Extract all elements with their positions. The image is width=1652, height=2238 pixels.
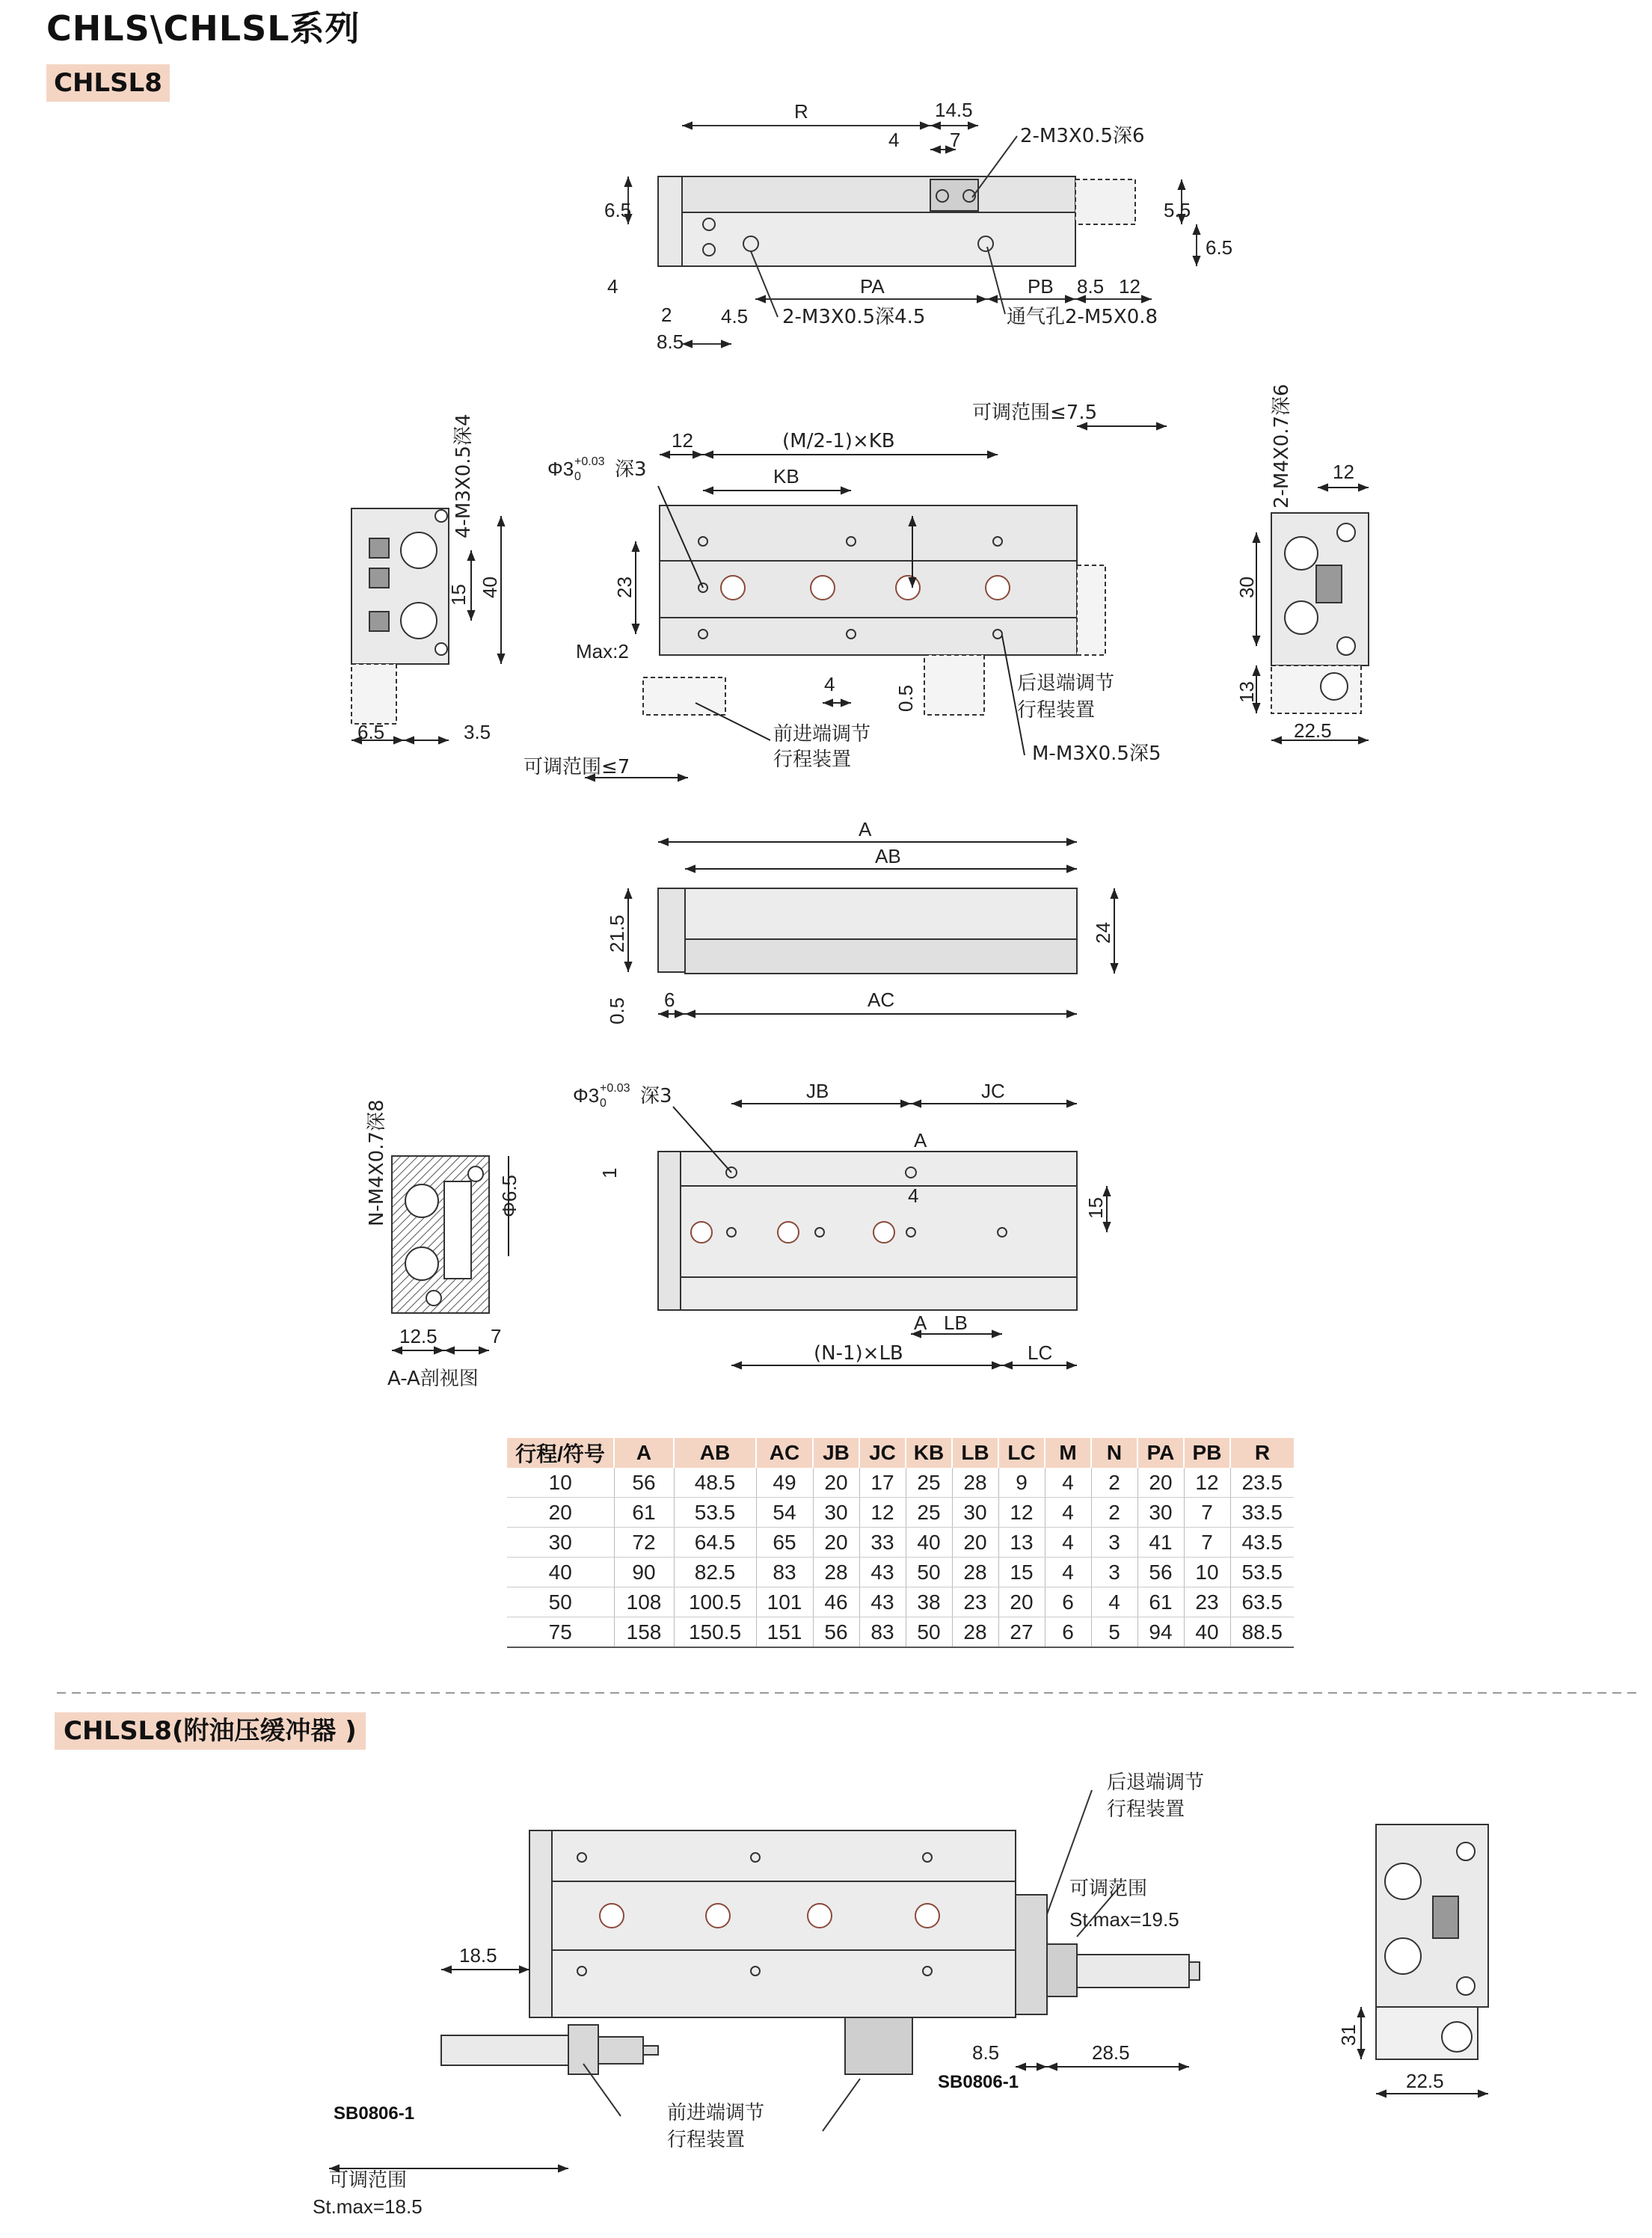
buffer-stmax-19-5: St.max=19.5 [1069,1908,1179,1931]
table-cell: 88.5 [1230,1617,1294,1648]
table-cell: 28 [952,1558,998,1587]
table-cell: 12 [1184,1468,1230,1498]
buffer-rear-adjust-2: 行程装置 [1107,1798,1185,1821]
buffer-rear-adjust-1: 后退端调节 [1107,1771,1205,1794]
table-cell: 158 [614,1617,674,1648]
section-mark-a-bottom: A [914,1312,927,1334]
dim-jb: JB [806,1080,829,1102]
rear-adjust-1: 后退端调节 [1017,672,1115,695]
table-cell: 20 [952,1528,998,1558]
table-header: LC [998,1438,1045,1468]
table-cell: 6 [1045,1587,1091,1617]
spec-table [507,1438,1294,1648]
table-header: AB [674,1438,756,1468]
dim-kb: KB [773,465,799,488]
buffer-right-end [1361,1824,1488,2094]
dim-7-section: 7 [491,1325,502,1347]
adjust-range-rear: 可调范围≤7.5 [972,402,1098,424]
table-cell: 7 [1184,1528,1230,1558]
table-header: N [1091,1438,1137,1468]
table-cell: 23 [1184,1587,1230,1617]
table-cell: 25 [906,1498,952,1528]
thread-label-section: N-M4X0.7深8 [366,1099,388,1226]
table-cell: 50 [507,1587,614,1617]
table-header: JC [859,1438,906,1468]
table-header: LB [952,1438,998,1468]
dim-4-left: 4 [607,275,618,298]
table-cell: 63.5 [1230,1587,1294,1617]
dim-4-bottom: 4 [908,1184,919,1207]
table-cell: 90 [614,1558,674,1587]
table-cell: 4 [1045,1528,1091,1558]
table-row [507,1468,1294,1498]
table-row [507,1558,1294,1587]
table-cell: 17 [859,1468,906,1498]
table-cell: 20 [507,1498,614,1528]
table-header: JB [813,1438,859,1468]
phi3-bottom: Φ3 [573,1084,600,1107]
phi3-label: Φ3 [547,458,574,480]
buffer-stmax-18-5: St.max=18.5 [313,2195,423,2218]
depth-3: 深3 [615,458,647,481]
table-cell: 53.5 [1230,1558,1294,1587]
table-cell: 4 [1045,1468,1091,1498]
dim-lc: LC [1028,1341,1053,1364]
dim-8-5-bottom: 8.5 [657,331,684,353]
thread-label-left-end: 4-M3X0.5深4 [452,414,475,538]
table-row [507,1587,1294,1617]
table-header: A [614,1438,674,1468]
table-header: AC [756,1438,813,1468]
m-thread-label: M-M3X0.5深5 [1032,743,1161,765]
dim-6-5-right: 6.5 [1206,236,1233,259]
dim-21-5: 21.5 [606,914,628,953]
page-title: CHLS\CHLSL系列 [46,8,360,49]
table-row [507,1617,1294,1648]
table-header: PA [1137,1438,1184,1468]
table-cell: 38 [906,1587,952,1617]
table-cell: 56 [1137,1558,1184,1587]
dim-28-5: 28.5 [1092,2041,1130,2064]
dim-15-bottom: 15 [1084,1197,1107,1219]
table-cell: 72 [614,1528,674,1558]
table-cell: 28 [813,1558,859,1587]
table-cell: 4 [1045,1558,1091,1587]
right-end-view [1256,488,1369,740]
table-cell: 48.5 [674,1468,756,1498]
table-cell: 56 [813,1617,859,1648]
dim-24: 24 [1092,922,1114,944]
spec-table-body [507,1468,1294,1647]
table-cell: 40 [906,1528,952,1558]
dim-7: 7 [950,129,961,151]
max-2: Max:2 [576,640,629,663]
bottom-view [658,1104,1107,1365]
tolerance-lower-bottom: 0 [600,1097,607,1110]
dim-14-5: 14.5 [935,99,973,121]
dim-18-5: 18.5 [459,1944,497,1967]
tolerance-lower: 0 [574,470,581,483]
adjust-range-front: 可调范围≤7 [523,756,630,778]
dim-4-5: 4.5 [721,305,749,328]
table-row [507,1528,1294,1558]
table-cell: 49 [756,1468,813,1498]
depth-3-bottom: 深3 [640,1085,672,1107]
dim-4: 4 [888,129,900,151]
table-cell: 4 [1045,1498,1091,1528]
table-cell: 2 [1091,1498,1137,1528]
dim-a: A [859,818,872,840]
table-cell: 40 [1184,1617,1230,1648]
table-cell: 6 [1045,1617,1091,1648]
plan-view [585,426,1167,778]
table-cell: 46 [813,1587,859,1617]
table-cell: 7 [1184,1498,1230,1528]
tolerance-upper: +0.03 [574,455,605,468]
thread-label-top: 2-M3X0.5深6 [1020,125,1145,147]
tolerance-upper-bottom: +0.03 [600,1082,630,1095]
table-cell: 64.5 [674,1528,756,1558]
buffer-model-right: SB0806-1 [938,2072,1019,2092]
table-cell: 43 [859,1558,906,1587]
table-header: M [1045,1438,1091,1468]
table-cell: 20 [813,1468,859,1498]
table-cell: 53.5 [674,1498,756,1528]
table-cell: 3 [1091,1558,1137,1587]
table-cell: 33 [859,1528,906,1558]
table-cell: 61 [1137,1587,1184,1617]
rear-adjust-2: 行程装置 [1017,699,1096,722]
buffer-adjust-range-rear: 可调范围 [1069,1878,1148,1900]
thread-label-right-end: 2-M4X0.7深6 [1271,384,1293,508]
dim-0-5-side: 0.5 [606,997,628,1024]
dim-ab: AB [875,845,901,867]
dim-31: 31 [1337,2024,1360,2046]
dim-23: 23 [613,577,636,598]
dim-jc: JC [981,1080,1005,1102]
table-cell: 43 [859,1587,906,1617]
dim-r: R [794,100,808,123]
dim-n-lb: (N-1)×LB [814,1342,903,1365]
table-cell: 50 [906,1558,952,1587]
dim-6-5-left-end: 6.5 [357,721,385,743]
table-cell: 75 [507,1617,614,1648]
table-cell: 9 [998,1468,1045,1498]
table-cell: 3 [1091,1528,1137,1558]
table-cell: 65 [756,1528,813,1558]
buffer-adjust-range-front: 可调范围 [329,2169,408,2192]
dim-1: 1 [598,1167,621,1178]
dim-12: 12 [1119,275,1140,298]
front-adjust-2: 行程装置 [773,748,852,771]
dim-40: 40 [479,577,501,598]
dim-12-5: 12.5 [399,1325,437,1347]
dim-2: 2 [661,304,672,326]
table-header: 行程/符号 [507,1438,614,1468]
dim-0-5: 0.5 [894,684,917,712]
table-cell: 2 [1091,1468,1137,1498]
table-cell: 10 [507,1468,614,1498]
dim-6: 6 [664,989,675,1011]
dim-30: 30 [1235,577,1258,598]
dim-8-5: 8.5 [1077,275,1105,298]
section-mark-a-top: A [914,1129,927,1152]
table-cell: 30 [813,1498,859,1528]
table-cell: 10 [1184,1558,1230,1587]
dim-pa: PA [860,275,885,298]
table-cell: 83 [756,1558,813,1587]
dim-6-5-left: 6.5 [604,199,632,221]
table-cell: 30 [507,1528,614,1558]
table-cell: 23 [952,1587,998,1617]
dim-4-plan: 4 [824,673,835,695]
dim-12-right: 12 [1333,461,1354,483]
table-cell: 61 [614,1498,674,1528]
table-cell: 50 [906,1617,952,1648]
table-cell: 82.5 [674,1558,756,1587]
table-cell: 20 [998,1587,1045,1617]
table-cell: 83 [859,1617,906,1648]
table-header-row [507,1438,1294,1468]
table-cell: 28 [952,1468,998,1498]
table-header: KB [906,1438,952,1468]
dim-13: 13 [1235,681,1258,703]
dim-8-5-buffer: 8.5 [972,2041,1000,2064]
table-cell: 28 [952,1617,998,1648]
table-cell: 12 [859,1498,906,1528]
table-cell: 30 [952,1498,998,1528]
dim-lb: LB [944,1312,968,1334]
table-cell: 33.5 [1230,1498,1294,1528]
table-cell: 5 [1091,1617,1137,1648]
table-cell: 54 [756,1498,813,1528]
section-tag-chlsl8: CHLSL8 [46,64,170,102]
table-cell: 15 [998,1558,1045,1587]
dim-15: 15 [447,584,470,606]
dim-phi-6-5: Φ6.5 [498,1175,521,1217]
table-cell: 20 [1137,1468,1184,1498]
section-tag-chlsl8-buffer: CHLSL8(附油压缓冲器 ) [55,1712,366,1750]
table-row [507,1498,1294,1528]
dim-5-5: 5.5 [1164,199,1191,221]
table-cell: 12 [998,1498,1045,1528]
table-cell: 56 [614,1468,674,1498]
table-cell: 41 [1137,1528,1184,1558]
table-cell: 40 [507,1558,614,1587]
front-adjust-1: 前进端调节 [773,723,871,746]
table-cell: 23.5 [1230,1468,1294,1498]
table-header: PB [1184,1438,1230,1468]
section-view [392,1156,509,1350]
table-header: R [1230,1438,1294,1468]
dim-m-kb: (M/2-1)×KB [782,430,895,452]
buffer-front-adjust-1: 前进端调节 [667,2102,765,2124]
table-cell: 108 [614,1587,674,1617]
table-cell: 100.5 [674,1587,756,1617]
table-cell: 30 [1137,1498,1184,1528]
table-cell: 151 [756,1617,813,1648]
table-cell: 4 [1091,1587,1137,1617]
dim-pb: PB [1028,275,1054,298]
table-cell: 27 [998,1617,1045,1648]
table-cell: 101 [756,1587,813,1617]
section-caption: A-A剖视图 [387,1368,479,1390]
dim-22-5: 22.5 [1294,719,1332,742]
thread-label-bottom: 2-M3X0.5深4.5 [782,306,926,328]
table-cell: 43.5 [1230,1528,1294,1558]
dim-ac: AC [868,989,895,1011]
table-cell: 13 [998,1528,1045,1558]
buffer-front-adjust-2: 行程装置 [667,2129,746,2151]
table-cell: 25 [906,1468,952,1498]
vent-label: 通气孔2-M5X0.8 [1007,306,1158,328]
dim-3-5: 3.5 [464,721,491,743]
table-cell: 150.5 [674,1617,756,1648]
table-cell: 20 [813,1528,859,1558]
buffer-model-left: SB0806-1 [334,2103,415,2124]
table-cell: 94 [1137,1617,1184,1648]
left-end-view [351,508,501,740]
dim-22-5-buffer: 22.5 [1406,2070,1444,2092]
dim-12-plan: 12 [672,429,693,452]
